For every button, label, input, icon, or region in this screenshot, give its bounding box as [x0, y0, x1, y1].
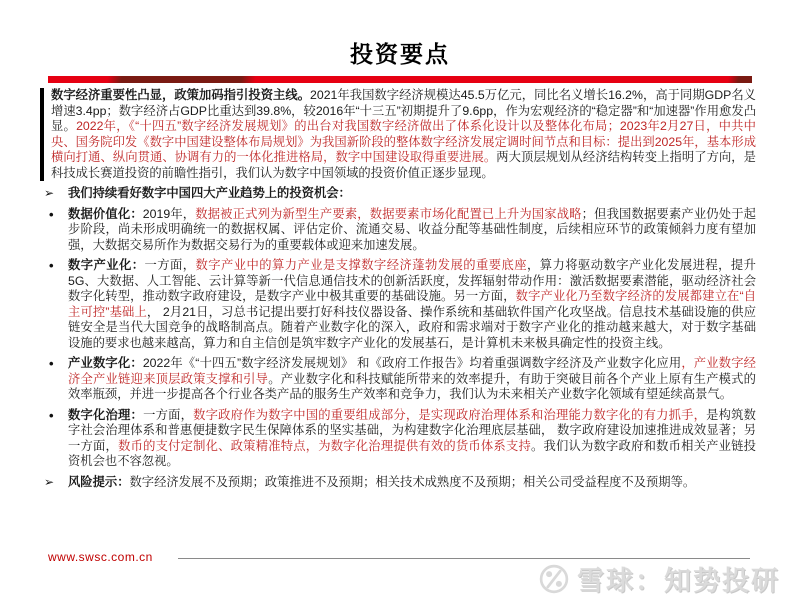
title-underline-bar — [48, 76, 752, 83]
text-segment: 一方面， — [143, 407, 194, 422]
text-segment: ，产业数字经济全产业链迎来顶层政策支撑和引导 — [68, 356, 756, 386]
text-segment: 数据价值化： — [68, 206, 143, 221]
bullet-industry-digitalization — [40, 356, 756, 403]
dot-bullet-icon: • — [49, 407, 54, 423]
text-segment: 我们持续看好数字中国四大产业趋势上的投资机会： — [68, 186, 351, 200]
arrow-bullet-icon: ➢ — [44, 186, 55, 200]
dot-bullet-icon: • — [49, 356, 54, 371]
text-segment: 风险提示： — [68, 474, 130, 489]
text-segment: 数字产业化乃至数字经济的发展都建立在“自主可控”基础上 — [68, 289, 756, 319]
arrow-bullet-icon: ➢ — [44, 474, 55, 489]
text-segment: 数字政府作为数字中国的重要组成部分，是实现政府治理体系和治理能力数字化的有力抓手， — [193, 407, 707, 422]
risk-notice-text — [68, 475, 756, 491]
left-accent-bar — [40, 88, 44, 181]
text-segment: 两大顶层规划从经济结构转变上指明了方向，是科技成长赛道投资的前瞻性指引，我们认为数字中国领域的投资价值正逐步显现。 — [51, 150, 756, 180]
bullet-digital-governance-text — [68, 408, 756, 470]
text-segment: 2022年，《“十四五”数字经济发展规划》的出台对我国数字经济做出了体系化设计以及整体化布局；2023年2月27日，中共中央、国务院印发《数字中国建设整体布局规划》为我国新阶段的整体数字经济发展定调时间节点和目标：提出到2025年，基本形成横向打通、纵向贯通、协调有力的一体化推进格局，数字中国建设取得重要进展。 — [51, 119, 756, 164]
text-segment: 一方面， — [144, 258, 196, 272]
text-segment: 数据被正式列为新型生产要素，数据要素市场化配置已上升为国家战略 — [195, 206, 582, 221]
text-segment: 数字化治理： — [68, 407, 144, 422]
dot-bullet-icon: • — [49, 206, 54, 222]
text-segment: ， 2月21日，习总书记提出要打好科技仪器设备、操作系统和基础软件国产化攻坚战。信息技术基础设施的供应链安全是当代大国竞争的战略制高点。随着产业数字化的深入，政府和需求端对于数字产业化的推动越来越大，对于数字基础设施的要求也越来越高，算力和自主信创是筑牢数字产业化的发展基石，是计算机未来极具确定性的投资主线。 — [68, 304, 756, 350]
text-segment: 数字经济发展不及预期；政策推进不及预期；相关技术成熟度不及预期；相关公司受益程度不及预期等。 — [129, 474, 696, 489]
lead-paragraph-text — [51, 88, 756, 181]
text-segment: 数字产业中的算力产业是支撑数字经济蓬勃发展的重要底座 — [195, 258, 527, 272]
risk-notice — [40, 475, 756, 491]
bullet-digital-governance — [40, 408, 756, 470]
lead-paragraph — [40, 88, 756, 181]
opportunities-heading-text — [68, 186, 756, 202]
bullet-data-valuation — [40, 207, 756, 254]
company-url: www.swsc.com.cn — [48, 550, 153, 564]
watermark-text: 雪球：知势投研 — [577, 566, 780, 596]
bullet-data-valuation-text — [68, 207, 756, 254]
bullet-digital-industrialization-text — [68, 258, 756, 351]
text-segment: 数字产业化： — [68, 258, 145, 272]
content-area — [40, 88, 756, 495]
text-segment: 是构筑数字社会治理体系和普惠便捷数字民生保障体系的坚实基础，为构建数字化治理底层基础， 数字政府建设加速推进成效显著；另一方面， — [68, 407, 756, 453]
text-segment: 数字经济重要性凸显，政策加码指引投资主线。 — [51, 88, 311, 102]
text-segment: 。我们认为数字政府和数币相关产业链投资机会也不容忽视。 — [68, 438, 756, 468]
text-segment: ，算力将驱动数字产业化发展进程，提升5G、大数据、人工智能、云计算等新一代信息通信技术的创新活跃度，发挥辐射带动作用：激活数据要素潜能，驱动经济社会数字化转型，推动数字政府建设，是数字产业中极其重要的基础设施。另一方面， — [68, 258, 756, 303]
watermark — [538, 559, 780, 598]
bullet-digital-industrialization — [40, 258, 756, 351]
text-segment: 2019年， — [142, 206, 196, 221]
text-segment: 2021年我国数字经济规模达45.5万亿元，同比名义增长16.2%，高于同期GDP名义增速3.4pp；数字经济占GDP比重达到39.8%，较2016年“十三五”初期提升了9.6pp，作为宏观经济的“稳定器”和“加速器”作用愈发凸显。 — [51, 88, 756, 133]
text-segment: 。产业数字化和科技赋能所带来的效率提升，有助于突破目前各个产业上原有生产模式的效率瓶颈，并进一步提高各个行业各类产品的服务生产效率和竞争力，我们认为未来相关产业数字化领域有望延续高景气。 — [68, 371, 756, 401]
text-segment: 数币的支付定制化、政策精准特点，为数字化治理提供有效的货币体系支持 — [118, 438, 531, 453]
text-segment: 产业数字化： — [68, 356, 143, 370]
dot-bullet-icon: • — [49, 258, 54, 273]
bullet-industry-digitalization-text — [68, 356, 756, 403]
opportunities-heading — [40, 186, 756, 202]
text-segment: 2022年《“十四五”数字经济发展规划》 和《政府工作报告》均着重强调数字经济及产业数字化应用 — [142, 356, 682, 370]
text-segment: ；但我国数据要素产业仍处于起步阶段，尚未形成明确统一的数据权属、评估定价、流通交易、收益分配等基础性制度，后续相应环节的政策倾斜力度有望加强，大数据交易所作为数据交易行为的重要载体或迎来加速发展。 — [68, 206, 756, 252]
page-title: 投资要点 — [350, 41, 450, 67]
xueqiu-logo-icon — [538, 563, 570, 595]
